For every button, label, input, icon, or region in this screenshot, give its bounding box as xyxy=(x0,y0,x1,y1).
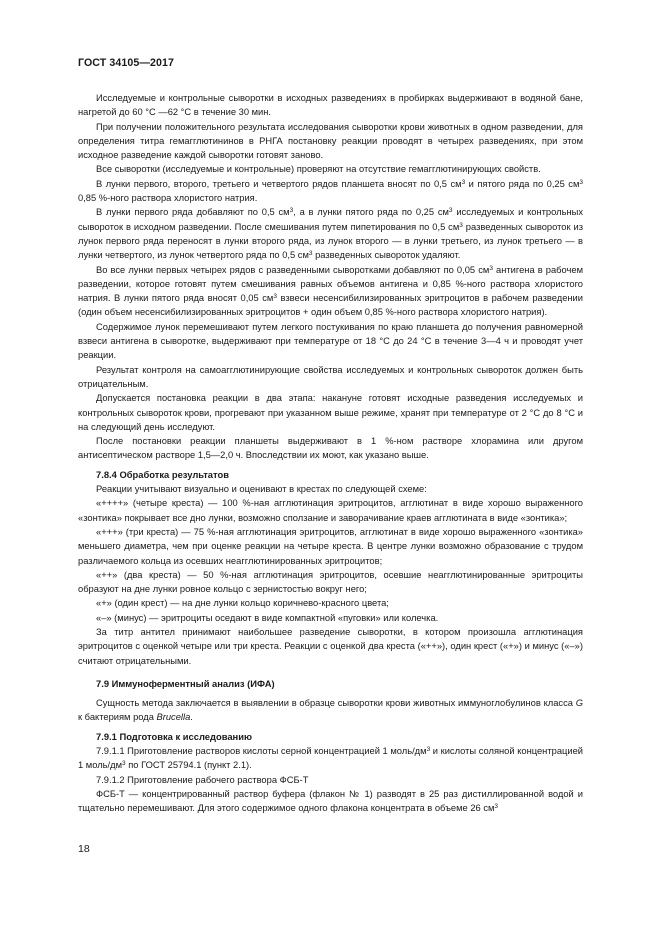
paragraph-p8: Результат контроля на самоагглютинирующие свойства исследуемых и контрольных сывороток должен быть отрицательным. xyxy=(78,364,583,389)
paragraph-p15: «+» (один крест) — на дне лунки кольцо коричнево-красного цвета; xyxy=(96,598,389,609)
paragraph-p3: Все сыворотки (исследуемые и контрольные) проверяют на отсутствие гемагглютинирующих свойств. xyxy=(96,164,541,175)
page-number: 18 xyxy=(78,843,90,855)
section-heading-h79: 7.9 Иммуноферментный анализ (ИФА) xyxy=(96,677,275,689)
paragraph-p14: «++» (два креста) — 50 %-ная агглютинация эритроцитов, осевшие неагглютинированные эритроциты образуют на дне лунки ровное кольцо с зернистостью вокруг него; xyxy=(78,569,583,595)
paragraph-p2: При получении положительного результата исследования сыворотки крови животных в одном разведении, для определения титра гемагглютининов в РНГА постановку реакции проводят в четырех разведениях, при этом исходное разведение каждой сыворотки готовят заново. xyxy=(78,121,583,161)
paragraph-p5: В лунки первого ряда добавляют по 0,5 $см^3$, а в лунки пятого ряда по 0,25 $см^3$ исследуемых и контрольных сывороток в исходном разведении. После смешивания путем пипетирования по 0,5 $см^3$ разведенных сывороток из лунок первого ряда переносят в лунки второго ряда, из лунок второго — в лунки третьего, из лунок третьего — в лунки четвертого, из лунок четвертого ряда по 0,5 $см^3$ разведенных сывороток удаляют. xyxy=(78,207,583,261)
document-body xyxy=(78,91,583,816)
paragraph-p13: «+++» (три креста) — 75 %-ная агглютинация эритроцитов, агглютинат в виде хорошо выраженного «зонтика» меньшего диаметра, чем при оценке реакции на четыре креста. В центре лунки возможно образование с трудом различаемого кольца из осевших неагглютинированных эритроцитов; xyxy=(78,526,583,566)
paragraph-p9: Допускается постановка реакции в два этапа: накануне готовят исходные разведения исследуемых и контрольных сывороток крови, прогревают при указанном выше режиме, хранят при температуре от 2 °С до 8 °С и на следующий день исследуют. xyxy=(78,393,583,432)
paragraph-p7: Содержимое лунок перемешивают путем легкого постукивания по краю планшета до получения равномерной взвеси антигена в сыворотке, выдерживают при температуре от 18 °С до 24 °С в течение 3—4 ч и проводят учет реакции. xyxy=(78,321,583,361)
paragraph-p17: За титр антител принимают наибольшее разведение сыворотки, в котором произошла агглютинация эритроцитов с оценкой четыре или три креста. Реакции с оценкой два креста («++»), один крест («+») и минус («–») считают отрицательными. xyxy=(78,626,583,666)
spacer xyxy=(78,668,583,677)
document-header: ГОСТ 34105—2017 xyxy=(78,57,175,69)
paragraph-p19: 7.9.1.1 Приготовление растворов кислоты серной концентрацией 1 моль/$дм^3$ и кислоты соляной концентрацией 1 моль/$дм^3$ по ГОСТ 25794.1 (пункт 2.1). xyxy=(78,746,584,771)
paragraph-p1: Исследуемые и контрольные сыворотки в исходных разведениях в пробирках выдерживают в водяной бане, нагретой до 60 °С —62 °С в течение 30 мин. xyxy=(78,93,583,118)
paragraph-p12: «++++» (четыре креста) — 100 %-ная агглютинация эритроцитов, агглютинат в виде хорошо выраженного «зонтика» покрывает все дно лунки, возможно сползание и заворачивание краев агглютината в виде «зонтика»; xyxy=(78,498,583,523)
section-heading-h784: 7.8.4 Обработка результатов xyxy=(96,468,229,480)
section-heading-h791: 7.9.1 Подготовка к исследованию xyxy=(96,730,252,742)
paragraph-p11: Реакции учитывают визуально и оценивают в крестах по следующей схеме: xyxy=(96,484,427,495)
paragraph-p4: В лунки первого, второго, третьего и четвертого рядов планшета вносят по 0,5 $см^3$ и пятого ряда по 0,25 $см^3$ 0,85 %-ного раствора хлористого натрия. xyxy=(78,178,583,204)
paragraph-p20: 7.9.1.2 Приготовление рабочего раствора ФСБ-Т xyxy=(96,774,309,785)
paragraph-p10: После постановки реакции планшеты выдерживают в 1 %-ном растворе хлорамина или другом антисептическом растворе 1,5—2,0 ч. Впоследствии их моют, как указано выше. xyxy=(78,436,583,461)
paragraph-p6: Во все лунки первых четырех рядов с разведенными сыворотками добавляют по 0,05 $см^3$ антигена в рабочем разведении, которое готовят путем смешивания равных объемов антигена и 0,85 %-ного раствора хлористого натрия. В лунки пятого ряда вносят 0,05 $см^3$ взвеси несенсибилизированных эритроцитов в рабочем разведении (один объем несенсибилизированных эритроцитов + один объем 0,85 %-ного раствора хлористого натрия). xyxy=(78,264,584,318)
paragraph-p18: Сущность метода заключается в выявлении в образце сыворотки крови животных иммуноглобулинов класса G к бактериям рода Brucella. xyxy=(78,698,583,723)
paragraph-p21: ФСБ-Т — концентрированный раствор буфера (флакон № 1) разводят в 25 раз дистиллированной водой и тщательно перемешивают. Для этого содержимое одного флакона концентрата в объеме 26 $см^3$ xyxy=(78,788,583,814)
paragraph-p16: «–» (минус) — эритроциты оседают в виде компактной «пуговки» или колечка. xyxy=(96,612,439,623)
